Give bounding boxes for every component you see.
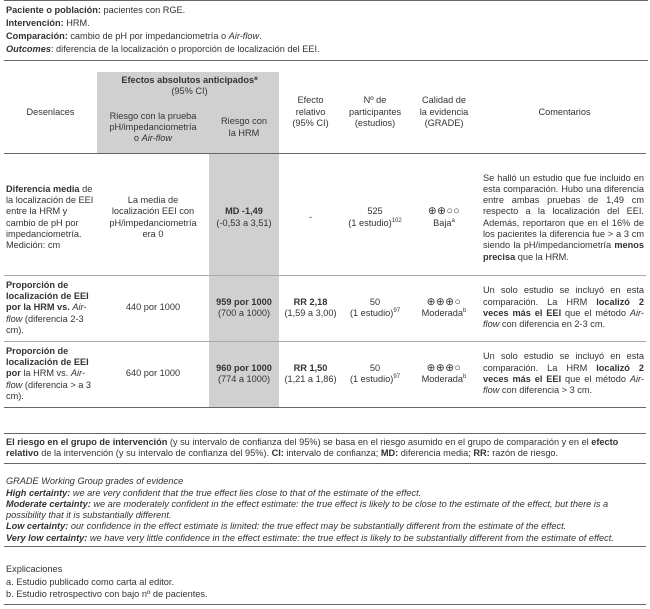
intervencion-value: HRM.	[63, 18, 90, 28]
explicacion-a: a. Estudio publicado como carta al editor.	[6, 576, 175, 587]
header-desenlaces: Desenlaces	[26, 106, 75, 117]
comparacion-value: cambio de pH por impedanciometría o	[67, 31, 229, 41]
row3-participantes: 50 (1 estudio)$^{97}$	[349, 362, 401, 384]
table-row	[4, 161, 646, 275]
grade-symbols: ⊕⊕○○	[427, 205, 461, 218]
outcomes-value: : diferencia de la localización o proporción de localización del EEI.	[50, 44, 320, 54]
header-efectos	[97, 72, 279, 103]
row2-desenlace: Proporción de localización de EEI por la HRM vs. Air-flow (diferencia 2-3 cm).	[6, 279, 89, 335]
header-calidad: Calidad de la evidencia (GRADE)	[419, 95, 469, 128]
row2-comentario: Un solo estudio se incluyó en esta comparación. La HRM localizó 2 veces más el EEI que el método Air-flow con diferencia en 2-3 cm.	[483, 285, 644, 330]
row1-comentario: Se halló un estudio que fue incluido en esta comparación. Hubo una diferencia entre ambas pruebas de 1,49 cm respecto a la localización del EEI. Además, reportaron que en el 16% de los pacientes la diferencia fue > a 3 cm siendo la pH/impedanciometría menos precisa que la HRM.	[483, 172, 644, 262]
row1-desenlace: Diferencia media de la localización de EEI entre la HRM y cambio de pH por impedanciometría. Medición: cm	[6, 183, 94, 251]
header-block	[4, 0, 648, 61]
header-participantes: Nº de participantes (estudios)	[348, 95, 402, 128]
grade-title: GRADE Working Group grades of evidence	[6, 476, 184, 486]
header-riesgo-hrm: Riesgo con la HRM	[209, 103, 279, 153]
row1-calidad: ⊕⊕○○ Baja$^a$	[427, 205, 461, 228]
row1-riesgo-prueba: La media de localización EEI con pH/impedanciometría era 0	[109, 195, 197, 240]
row3-riesgo-prueba: 640 por 1000	[125, 368, 181, 379]
outcomes-label: Outcomes	[6, 44, 51, 54]
poblacion-line	[6, 5, 648, 18]
evidence-table	[4, 72, 646, 408]
explicaciones	[4, 562, 646, 605]
grade-low: Low certainty: our confidence in the effect estimate is limited: the true effect may be substantially different from the estimate of the effect.	[6, 521, 567, 532]
grade-high: High certainty: we are very confident that the true effect lies close to that of the estimate of the effect.	[6, 487, 422, 498]
grade-definitions	[4, 474, 646, 547]
row3-efecto: RR 1,50 (1,21 a 1,86)	[284, 362, 337, 384]
row3-desenlace: Proporción de localización de EEI por la HRM vs. Air-flow (diferencia > a 3 cm).	[6, 345, 92, 401]
row3-riesgo-hrm: 960 por 1000 (774 a 1000)	[209, 341, 279, 407]
comparacion-label: Comparación:	[6, 31, 68, 41]
comparacion-end: .	[259, 31, 262, 41]
comparacion-line	[6, 31, 648, 44]
table-row	[4, 341, 646, 407]
row2-participantes: 50 (1 estudio)$^{97}$	[349, 296, 401, 318]
poblacion-label: Paciente o población:	[6, 5, 101, 15]
row1-riesgo-hrm: MD -1,49 (-0,53 a 3,51)	[209, 161, 279, 275]
spacer-row	[4, 153, 646, 161]
table-header-row-1	[4, 72, 646, 103]
intervencion-line	[6, 18, 648, 31]
header-efectos-ci: (95% CI)	[171, 86, 208, 97]
row2-riesgo-hrm: 959 por 1000 (700 a 1000)	[209, 275, 279, 341]
outcomes-line	[6, 44, 648, 57]
grade-very-low: Very low certainty: we have very little confidence in the effect estimate: the true effect is likely to be substantially different from the estimate of effect.	[6, 532, 614, 543]
explicaciones-title: Explicaciones	[6, 564, 63, 574]
grade-symbols: ⊕⊕⊕○	[426, 295, 462, 308]
comparacion-italic: Air-flow	[228, 31, 260, 41]
grade-moderate: Moderate certainty: we are moderately confident in the effect estimate: the true effect is likely to be close to the estimate of the effect, but there is a possibility that it is substantially different.	[6, 498, 609, 521]
row1-efecto: -	[308, 212, 313, 223]
row2-efecto: RR 2,18 (1,59 a 3,00)	[284, 296, 337, 318]
row2-riesgo-prueba: 440 por 1000	[125, 302, 181, 313]
row3-calidad: ⊕⊕⊕○ Moderada$^b$	[421, 361, 467, 384]
header-efecto-relativo: Efecto relativo (95% CI)	[292, 95, 329, 128]
poblacion-value: pacientes con RGE.	[100, 5, 186, 15]
row2-calidad: ⊕⊕⊕○ Moderada$^b$	[421, 295, 467, 318]
header-efectos-title: Efectos absolutos anticipados*	[121, 75, 258, 85]
intervencion-label: Intervención:	[6, 18, 64, 28]
table-row	[4, 275, 646, 341]
header-riesgo-prueba: Riesgo con la prueba pH/impedanciometría o Air-flow	[97, 103, 209, 153]
risk-note: El riesgo en el grupo de intervención (y su intervalo de confianza del 95%) se basa en el riesgo asumido en el grupo de comparación y en el efecto relativo de la intervención (y su intervalo de confianza del 95%). CI: intervalo de confianza; MD: diferencia media; RR: razón de riesgo.	[4, 433, 646, 464]
header-comentarios: Comentarios	[538, 106, 591, 117]
explicacion-b: b. Estudio retrospectivo con bajo nº de pacientes.	[6, 589, 208, 599]
grade-symbols: ⊕⊕⊕○	[426, 361, 462, 374]
row3-comentario: Un solo estudio se incluyó en esta comparación. La HRM localizó 2 veces más el EEI que el método Air-flow con diferencia > 3 cm.	[483, 351, 644, 396]
row1-participantes: 525 (1 estudio)$^{102}$	[348, 206, 402, 228]
